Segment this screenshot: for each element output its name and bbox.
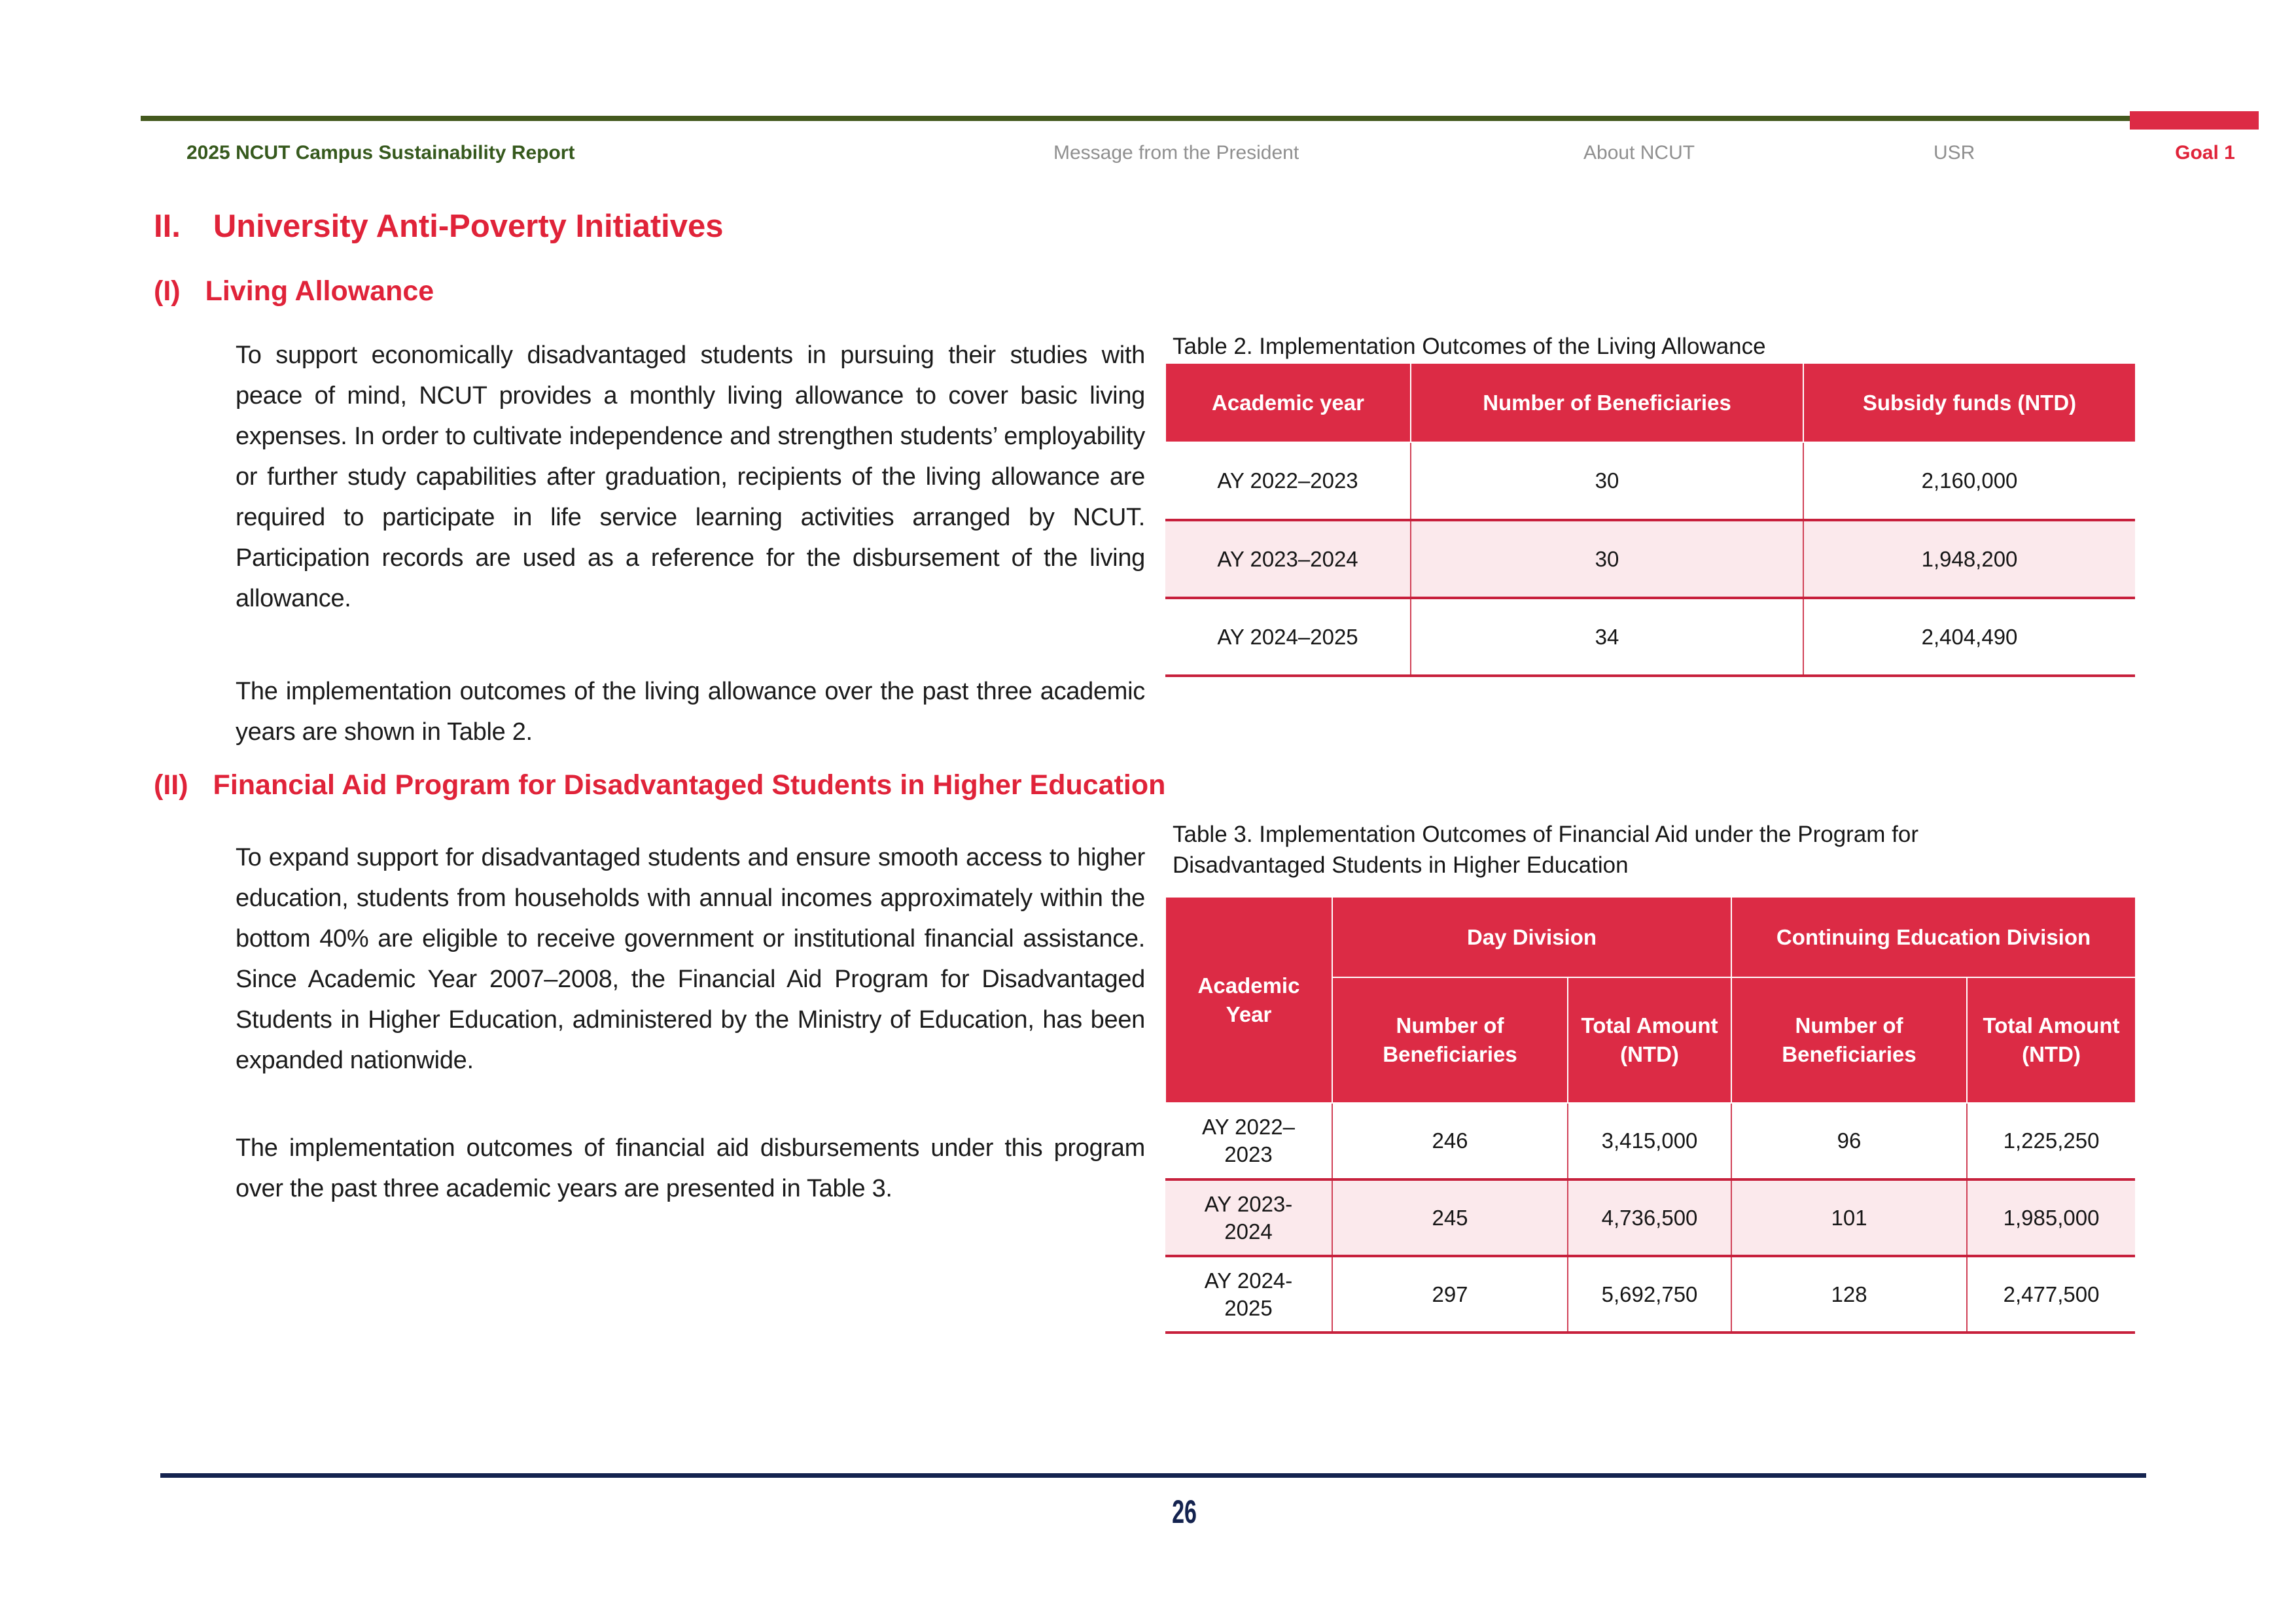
table-cell: 2,477,500 <box>1967 1256 2135 1333</box>
table-3-group-continuing-education-label: Continuing Education Division <box>1776 924 2091 949</box>
table-row <box>1165 520 2135 598</box>
subsection-1-paragraph-2: The implementation outcomes of the living allowance over the past three academic years are shown in Table 2. <box>236 678 1145 746</box>
header-rule-red-accent <box>2130 111 2259 130</box>
table-3-group-day-division: Day Division <box>1332 898 1731 977</box>
table-3-col-day-total-amount: Total Amount (NTD) <box>1568 977 1731 1103</box>
table-2-col-beneficiaries: Number of Beneficiaries <box>1411 364 1803 442</box>
table-3-caption: Table 3. Implementation Outcomes of Financial Aid under the Program for Disadvantaged Students in Higher Education <box>1173 822 1919 878</box>
nav-usr[interactable]: USR <box>1934 142 1975 164</box>
table-row <box>1165 598 2135 676</box>
subsection-1-paragraph-1: To support economically disadvantaged students in pursuing their studies with peace of mind, NCUT provides a monthly living allowance to cover basic living expenses. In order to cultivate independence and strengthen students’ employability or further study capabilities after graduation, recipients of the living allowance are required to participate in life service learning activities arranged by NCUT. Participation records are used as a reference for the disbursement of the living allowance. <box>236 341 1145 612</box>
table-2-header-row <box>1165 364 2135 442</box>
subsection-2-number: (II) <box>154 769 188 801</box>
table-3-header-group-row <box>1165 898 2135 977</box>
nav-about-ncut[interactable]: About NCUT <box>1583 142 1695 164</box>
table-cell: 101 <box>1731 1179 1967 1256</box>
table-3-col-ce-total-amount: Total Amount (NTD) <box>1967 977 2135 1103</box>
page-number: 26 <box>1172 1493 1197 1530</box>
table-3-col-ce-beneficiaries: Number of Beneficiaries <box>1731 977 1967 1103</box>
table-cell: 1,985,000 <box>1967 1179 2135 1256</box>
section-heading <box>154 208 724 245</box>
table-cell: 2,160,000 <box>1803 442 2135 520</box>
table-cell: 30 <box>1411 520 1803 598</box>
subsection-2-paragraph-2: The implementation outcomes of financial aid disbursements under this program over the past three academic years are presented in Table 3. <box>236 1134 1145 1202</box>
table-3-col-academic-year: Academic Year <box>1165 898 1332 1103</box>
table-cell: AY 2022–2023 <box>1165 442 1411 520</box>
table-2-living-allowance <box>1165 364 2135 677</box>
table-cell: 1,225,250 <box>1967 1103 2135 1179</box>
table-3-col-day-beneficiaries: Number of Beneficiaries <box>1332 977 1568 1103</box>
table-3-group-continuing-education <box>1731 898 2135 977</box>
subsection-1-number: (I) <box>154 275 181 307</box>
table-row <box>1165 1256 2135 1333</box>
table-row <box>1165 1179 2135 1256</box>
table-cell: AY 2023–2024 <box>1165 520 1411 598</box>
table-cell: 5,692,750 <box>1568 1256 1731 1333</box>
subsection-2-title: Financial Aid Program for Disadvantaged Students in Higher Education <box>213 769 1166 801</box>
table-cell: 34 <box>1411 598 1803 676</box>
table-cell: 246 <box>1332 1103 1568 1179</box>
table-row <box>1165 1103 2135 1179</box>
subsection-2-heading <box>154 769 1165 801</box>
table-2-caption: Table 2. Implementation Outcomes of the Living Allowance <box>1173 334 1766 359</box>
table-cell: 1,948,200 <box>1803 520 2135 598</box>
table-row <box>1165 442 2135 520</box>
table-cell: 297 <box>1332 1256 1568 1333</box>
footer-rule <box>160 1473 2146 1478</box>
table-cell: 30 <box>1411 442 1803 520</box>
table-cell: 128 <box>1731 1256 1967 1333</box>
table-cell: AY 2024–2025 <box>1165 598 1411 676</box>
nav-goal-1[interactable]: Goal 1 <box>2175 142 2235 164</box>
table-cell: 4,736,500 <box>1568 1179 1731 1256</box>
report-title: 2025 NCUT Campus Sustainability Report <box>186 142 575 164</box>
section-number: II. <box>154 209 181 244</box>
table-cell: 245 <box>1332 1179 1568 1256</box>
table-3-financial-aid <box>1165 898 2135 1334</box>
table-cell: AY 2024-2025 <box>1165 1256 1332 1333</box>
table-cell: 96 <box>1731 1103 1967 1179</box>
section-title: University Anti-Poverty Initiatives <box>213 209 724 244</box>
nav-message-from-president[interactable]: Message from the President <box>1053 142 1299 164</box>
table-cell: 3,415,000 <box>1568 1103 1731 1179</box>
table-cell: 2,404,490 <box>1803 598 2135 676</box>
table-2-col-subsidy-funds: Subsidy funds (NTD) <box>1803 364 2135 442</box>
table-cell: AY 2023-2024 <box>1165 1179 1332 1256</box>
table-cell: AY 2022–2023 <box>1165 1103 1332 1179</box>
subsection-1-heading <box>154 275 434 307</box>
table-2-col-academic-year: Academic year <box>1165 364 1411 442</box>
subsection-1-title: Living Allowance <box>205 275 434 307</box>
subsection-2-paragraph-1: To expand support for disadvantaged students and ensure smooth access to higher education, students from households with annual incomes approximately within the bottom 40% are eligible to receive government or institutional financial assistance. Since Academic Year 2007–2008, the Financial Aid Program for Disadvantaged Students in Higher Education, administered by the Ministry of Education, has been expanded nationwide. <box>236 844 1145 1074</box>
header-rule-green <box>141 116 2130 121</box>
